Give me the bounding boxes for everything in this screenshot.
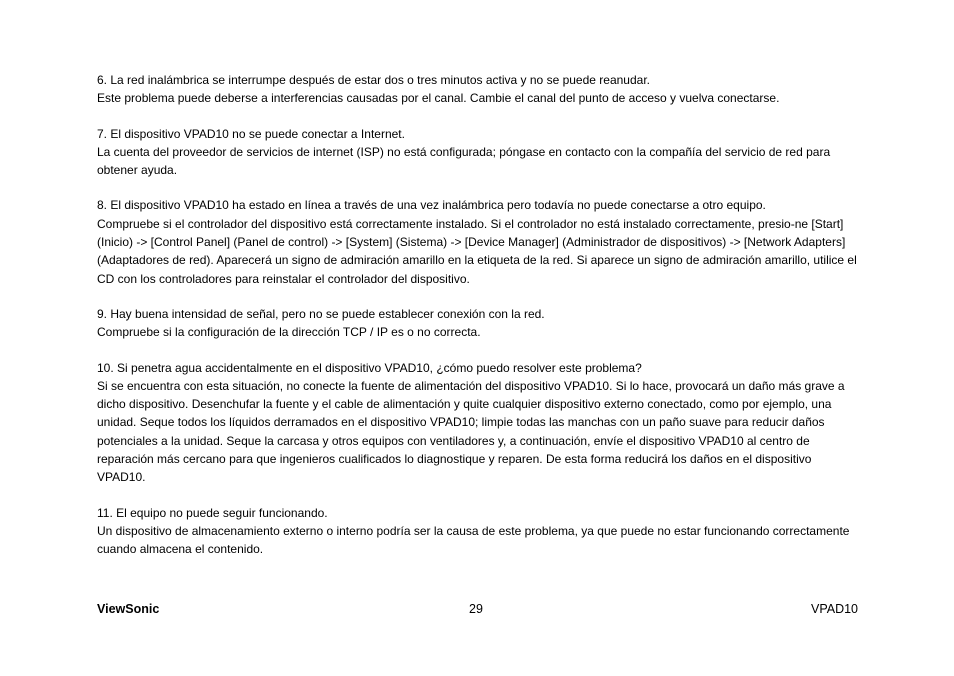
faq-question: 7. El dispositivo VPAD10 no se puede conectar a Internet. [97,126,405,141]
faq-item-6 [97,71,862,108]
page-footer [97,600,858,618]
faq-question: 10. Si penetra agua accidentalmente en el dispositivo VPAD10, ¿cómo puedo resolver este problema? [97,360,642,375]
faq-item-9 [97,305,862,342]
faq-item-11 [97,504,862,559]
faq-question: 6. La red inalámbrica se interrumpe después de estar dos o tres minutos activa y no se puede reanudar. [97,73,650,87]
brand-name: ViewSonic [97,602,160,616]
model-name: VPAD10 [810,602,858,616]
troubleshooting-content [97,71,862,576]
faq-question: 9. Hay buena intensidad de señal, pero no se puede establecer conexión con la red. [97,306,545,321]
faq-answer: Un dispositivo de almacenamiento externo o interno podría ser la causa de este problema, ya que puede no estar funcionando correctamente cuando almacena el contenido. [97,523,850,557]
page-number: 29 [469,602,483,616]
faq-item-7 [97,125,862,180]
faq-answer: La cuenta del proveedor de servicios de internet (ISP) no está configurada; póngase en contacto con la compañía del servicio de red para obtener ayuda. [97,144,831,178]
faq-answer: Compruebe si el controlador del dispositivo está correctamente instalado. Si el controlador no está instalado correctamente, presio-ne [Start] (Inicio) -> [Control Panel] (Panel de control) -> [System] (Sistema) -> [Device Manager] (Administrador de dispositivos) -> [Network Adapters] (Adaptadores de red). Aparecerá un signo de admiración amarillo en la etiqueta de la red. Si aparece un signo de admiración amarillo, utilice el CD con los controladores para reinstalar el controlador del dispositivo. [97,216,857,286]
faq-question: 8. El dispositivo VPAD10 ha estado en línea a través de una vez inalámbrica pero todavía no puede conectarse a otro equipo. [97,198,766,213]
faq-answer: Compruebe si la configuración de la dirección TCP / IP es o no correcta. [97,325,481,340]
faq-answer: Este problema puede deberse a interferencias causadas por el canal. Cambie el canal del punto de acceso y vuelva conectarse. [97,91,780,106]
faq-item-10 [97,359,862,487]
faq-answer: Si se encuentra con esta situación, no conecte la fuente de alimentación del dispositivo VPAD10. Si lo hace, provocará un daño más grave a dicho dispositivo. Desenchufar la fuente y el cable de alimentación y quite cualquier dispositivo externo conectado, como por ejemplo, una unidad. Seque todos los líquidos derramados en el dispositivo VPAD10; limpie todas las manchas con un paño suave para reducir daños potenciales a la unidad. Seque la carcasa y otros equipos con ventiladores y, a continuación, envíe el dispositivo VPAD10 al centro de reparación más cercano para que ingenieros cualificados lo diagnostique y reparen. De esta forma reducirá los daños en el dispositivo VPAD10. [97,378,845,485]
faq-item-8 [97,196,862,287]
faq-question: 11. El equipo no puede seguir funcionando. [97,505,328,520]
